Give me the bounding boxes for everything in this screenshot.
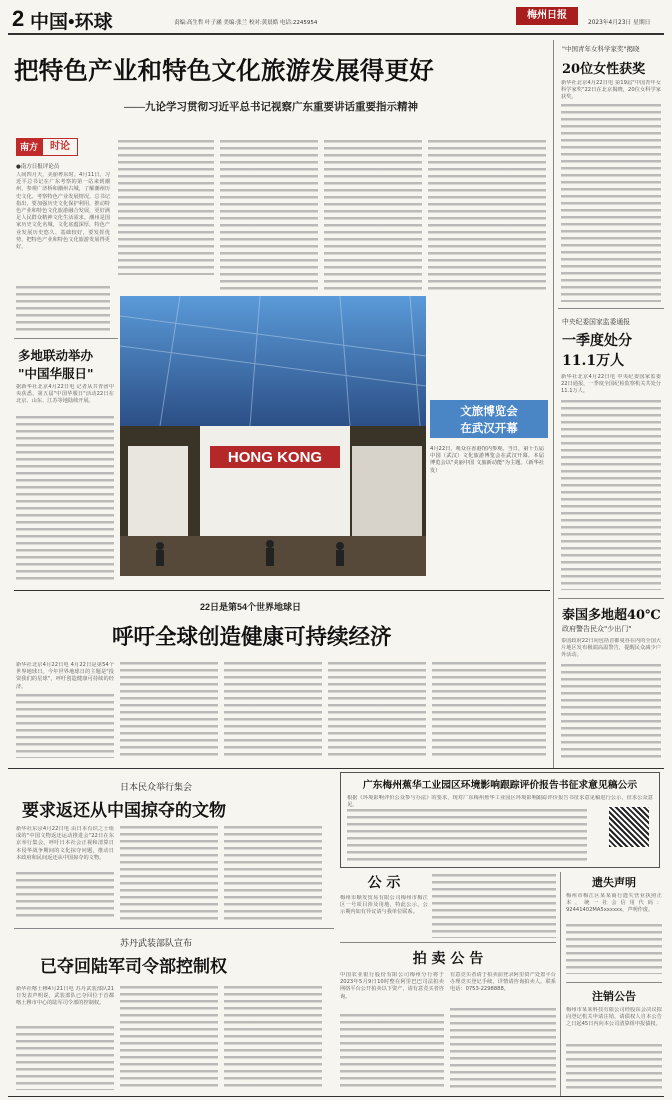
- badge-right: 时论: [42, 138, 78, 156]
- badge-left: 南方: [16, 138, 42, 156]
- photo-caption-body: 4月22日，观众在香港馆内参观。当日，第十五届中国（武汉）文化旅游博览会在武汉开幕。本届博览会以"美丽中国 文旅新动能"为主题。（新华社发）: [430, 446, 544, 474]
- lead-text-column-2: [118, 140, 214, 275]
- hanfu-body-filler: [16, 416, 114, 582]
- sudan-kicker: 苏丹武装部队宣布: [120, 939, 193, 949]
- deregistration-filler: [566, 1044, 662, 1092]
- header-rule: [8, 33, 664, 35]
- japan-body: 新华社东京4月22日电 由日本有识之士组成的"中国文物返还运动推进会"22日在东京举行集会，呼吁日本社会正视和清算日本侵华战争期间的文化掠夺问题，推动日本政府和民间返还从中国掠夺的文物。: [16, 826, 114, 861]
- lower-left-sep: [14, 928, 334, 929]
- lead-text-column-5: [428, 140, 546, 290]
- sudan-body: 新华社喀土穆4月21日电 苏丹武装部队21日发表声明说，武装部队已夺回位于首都喀土穆市中心的陆军司令部的控制权。: [16, 986, 114, 1007]
- award-kicker: "中国青年女科学家奖"揭晓: [562, 45, 640, 53]
- sudan-headline: 已夺回陆军司令部控制权: [40, 957, 227, 977]
- thailand-body: 泰国政府22日向包括首都曼谷在内的全国大片地区发布极端高温警告，提醒民众减少户外活动。: [561, 638, 661, 659]
- discipline-headline-2: 11.1万人: [562, 353, 625, 369]
- classified-divider: [560, 872, 561, 1096]
- auction-box: [340, 948, 556, 1096]
- eia-notice-box: [340, 772, 660, 868]
- earth-body-col4: [328, 662, 426, 758]
- discipline-headline-1: 一季度处分: [562, 333, 632, 349]
- hanfu-body: 据新华社北京4月22日电 记者从共青团中央获悉，第五届"中国华服日"活动22日在北京、山东、江苏等地陆续开展。: [16, 384, 114, 405]
- page-number: 2: [12, 6, 25, 31]
- expo-photo-illustration: [120, 296, 426, 576]
- public-notice-box: [340, 872, 428, 934]
- sudan-body-col2: [120, 986, 218, 1090]
- classified-sep: [566, 982, 662, 983]
- sudan-body-col3: [224, 986, 322, 1090]
- discipline-body: 新华社北京4月22日电 中央纪委国家监委22日通报，一季度全国纪检监察机关共处分11.1万人。: [561, 374, 661, 395]
- public-notice-title: 公 示: [367, 875, 401, 891]
- lost-notice-filler: [566, 924, 662, 974]
- issue-date: 2023年4月23日 星期日: [588, 20, 651, 26]
- eia-notice-qr: [609, 807, 649, 847]
- sudan-body-col1: [16, 1026, 114, 1090]
- japan-body-col2: [120, 826, 218, 920]
- award-body-filler: [561, 104, 661, 302]
- right-column-divider: [553, 40, 554, 768]
- auction-body: 中国农业银行股份有限公司梅州分行将于2023年5月9日10时整在阿里巴巴司法拍卖网络平台公开拍卖以下资产，请有意竞买者咨询。: [340, 972, 444, 1000]
- hanfu-headline-1: 多地联动举办: [18, 348, 94, 363]
- lost-notice-title: 遗失声明: [592, 876, 636, 889]
- lead-text-column-4: [324, 140, 422, 290]
- award-body: 新华社北京4月22日电 第19届"中国青年女科学家奖"22日在北京揭晓，20位女科学家获奖。: [561, 80, 661, 101]
- eia-notice-title: 广东梅州蕉华工业园区环境影响跟踪评价报告书征求意见稿公示: [362, 780, 638, 791]
- lost-notice: [566, 874, 662, 976]
- japan-body-col1: [16, 872, 114, 920]
- earth-body-col1: [16, 694, 114, 758]
- earth-body-col2: [120, 662, 218, 758]
- discipline-kicker: 中央纪委国家监委通报: [562, 318, 630, 326]
- discipline-body-filler: [561, 400, 661, 590]
- photo-caption-title-1: 文旅博览会: [430, 400, 548, 420]
- lead-body: 人间四月天，美丽粤东时。4月11日，习近平总书记在广东考察的第一站来到潮州，参观广济桥和潮州古城，了解潮州历史文化、考察特色产业发展情况。总书记指出，要加强历史文化保护利用，推动特色产业和特色文化旅游融合发展，更好满足人民群众精神文化生活需求。潮州是国家历史文化名城，文化底蕴深厚，特色产业发展历史悠久、基础较好，要发挥优势，把特色产业和特色文化旅游发展得更好。: [16, 172, 110, 251]
- expo-photo: [120, 296, 426, 576]
- lead-subtitle: ——九论学习贯彻习近平总书记视察广东重要讲话重要指示精神: [124, 102, 418, 113]
- eia-notice-filler: [347, 809, 587, 863]
- page-header: [8, 6, 664, 32]
- earth-body: 新华社北京4月22日电 4月22日是第54个世界地球日。今年世界地球日的主题是"投资我们的星球"，呼吁创造健康可持续的经济。: [16, 662, 114, 690]
- staff-line: 责编:高生哲 叶子涵 美编:张兰 校对:黄晨皓 电话:2245954: [174, 20, 318, 26]
- thailand-subtitle: 政府警告民众"少出门": [562, 625, 632, 633]
- hanfu-headline-2: "中国华服日": [18, 366, 94, 381]
- auction-body-filler: [340, 1014, 444, 1088]
- lead-text-column-3: [220, 140, 318, 290]
- thailand-body-filler: [561, 664, 661, 762]
- photo-caption-title-2: 在武汉开幕: [430, 420, 548, 438]
- japan-body-col3: [224, 826, 322, 920]
- ad-sep: [340, 942, 556, 943]
- right-column-sep-1: [558, 308, 664, 309]
- commentary-badge: [16, 138, 78, 156]
- section-title: 中国•环球: [30, 12, 113, 33]
- earth-kicker: 22日是第54个世界地球日: [200, 602, 302, 612]
- lost-notice-body: 梅州市梅江区某某商行遗失营业执照正本，统一社会信用代码：92441402MA5xxxxxx，声明作废。: [566, 893, 662, 914]
- deregistration-notice: [566, 988, 662, 1094]
- masthead-logo: [516, 7, 578, 25]
- deregistration-body: 梅州市某某科技有限公司经股东会决议拟向登记机关申请注销，请债权人自本公告之日起45日内向本公司清算组申报债权。: [566, 1007, 662, 1028]
- public-notice-filler: [432, 874, 556, 938]
- eia-notice-body: 根据《环境影响评价公众参与办法》的要求，现对广东梅州蕉华工业园区环境影响跟踪评价报告书征求意见稿进行公示，征求公众意见。: [347, 795, 653, 809]
- lead-text-column-1b: [16, 286, 110, 334]
- earth-body-col3: [224, 662, 322, 758]
- hong-kong-sign: HONG KONG: [227, 449, 323, 466]
- earth-headline: 呼吁全球创造健康可持续经济: [112, 625, 392, 650]
- auction-body-2: 有意竞买者请于拍卖前登录阿里资产处置平台办理竞买登记手续，详情请咨询拍卖人。联系电话：0753-2298888。: [450, 972, 556, 993]
- footer-rule: [8, 1096, 664, 1097]
- lead-headline: 把特色产业和特色文化旅游发展得更好: [14, 56, 434, 85]
- logo-text: 梅州日报: [527, 10, 567, 21]
- right-column-sep-2: [558, 598, 664, 599]
- lower-section-rule: [8, 768, 664, 769]
- photo-caption-box: [430, 400, 548, 575]
- lead-byline: ●南方日报评论员: [16, 164, 60, 170]
- auction-body-2-filler: [450, 1008, 556, 1088]
- thailand-headline: 泰国多地超40℃: [562, 608, 661, 623]
- earth-sep-top: [14, 590, 550, 591]
- japan-headline: 要求返还从中国掠夺的文物: [22, 801, 226, 821]
- earth-body-col5: [432, 662, 546, 758]
- auction-title: 拍 卖 公 告: [412, 951, 484, 967]
- japan-kicker: 日本民众举行集会: [120, 783, 193, 793]
- public-notice-body: 梅州市顺发贸易有限公司梅州市梅江区一号项目涉及用地，特此公示，公示期内如有异议请与我单位联系。: [340, 895, 428, 916]
- deregistration-title: 注销公告: [592, 990, 636, 1003]
- left-story-sep: [14, 338, 118, 339]
- award-headline: 20位女性获奖: [562, 62, 646, 77]
